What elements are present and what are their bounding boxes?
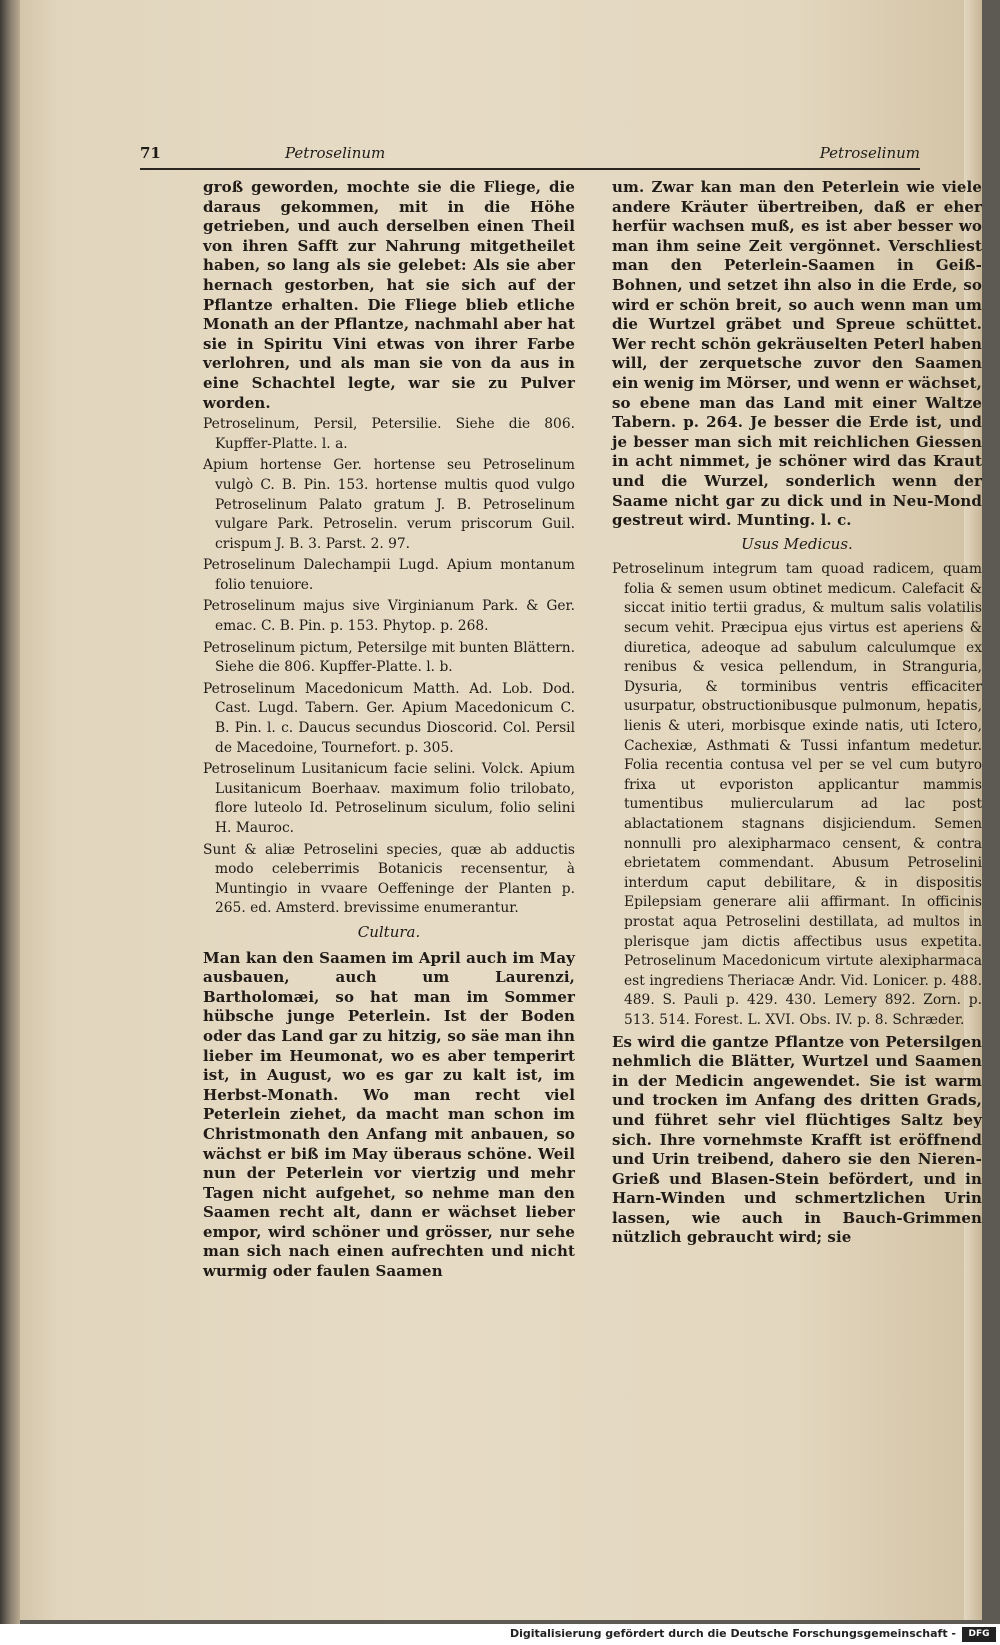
running-header bbox=[140, 142, 920, 170]
paragraph: Petroselinum Macedonicum Matth. Ad. Lob. Dod. Cast. Lugd. Tabern. Ger. Apium Macedonicum C. B. Pin. l. c. Daucus secundus Dioscorid. Col. Persil de Macedoine, Tournefort. p. 305. bbox=[203, 680, 575, 756]
header-title-right: Petroselinum bbox=[819, 144, 920, 162]
paragraph: Es wird die gantze Pflantze von Petersilgen nehmlich die Blätter, Wurtzel und Saamen in der Medicin angewendet. Sie ist warm und trocken im Anfang des dritten Grads, und führet sehr viel flüchtiges Saltz bey sich. Ihre vornehmste Krafft ist eröffnend und Urin treibend, dahero sie den Nieren-Grieß und Blasen-Stein befördert, und in Harn-Winden und schmertzlichen Urin lassen, wie auch in Bauch-Grimmen nützlich gebraucht wird; sie bbox=[612, 1032, 982, 1247]
paragraph: Man kan den Saamen im April auch im May ausbauen, auch um Laurenzi, Bartholomæi, so hat man im Sommer hübsche junge Peterlein. Ist der Boden oder das Land gar zu hitzig, so säe man ihn lieber im Heumonat, wo es aber temperirt ist, in August, wo es gar zu kalt ist, im Herbst-Monath. Wo man recht viel Peterlein ziehet, da macht man schon im Christmonath den Anfang mit anbauen, so wächst er biß im May überaus schöne. Weil nun der Peterlein vor viertzig und mehr Tagen nicht aufgehet, so nehme man den Saamen recht alt, dann er wächset lieber empor, wird schöner und grösser, nur sehe man sich nach einen aufrechten und nicht wurmig oder faulen Saamen bbox=[203, 948, 575, 1281]
page-number: 71 bbox=[140, 144, 161, 162]
paragraph: groß geworden, mochte sie die Fliege, die daraus gekommen, mit in die Höhe getrieben, und auch derselben einen Theil von ihren Safft zur Nahrung mitgetheilet haben, so lang als sie gelebet: Als sie aber hernach gestorben, hat sie sich auf der Pflantze erhalten. Die Fliege blieb etliche Monath an der Pflantze, nachmahl aber hat sie in Spiritu Vini etwas von ihrer Farbe verlohren, und als man sie von da aus in eine Schachtel legte, war sie zu Pulver worden. bbox=[203, 178, 575, 412]
section-heading: Cultura. bbox=[357, 922, 421, 941]
paragraph: Apium hortense Ger. hortense seu Petroselinum vulgò C. B. Pin. 153. hortense multis quod vulgo Petroselinum Palato gratum J. B. Petroselinum vulgare Park. Petroselin. verum priscorum Guil. crispum J. B. 3. Parst. 2. 97. bbox=[203, 457, 575, 552]
paragraph: Petroselinum Dalechampii Lugd. Apium montanum folio tenuiore. bbox=[203, 557, 575, 593]
dfg-logo: DFG bbox=[962, 1627, 996, 1642]
paragraph: Petroselinum pictum, Petersilge mit bunten Blättern. Siehe die 806. Kupffer-Platte. l. b. bbox=[203, 639, 575, 676]
paragraph: Petroselinum integrum tam quoad radicem, quam folia & semen usum obtinet medicum. Calefacit & siccat initio tertii gradus, & multum salis volatilis secum vehit. Præcipua ejus virtus est aperiens & diuretica, adeoque ad sabulum calculumque ex renibus & vesica pellendum, in Stranguria, Dysuria, & torminibus ventris efficaciter usurpatur, obstructionibusque pulmonum, hepatis, lienis & uteri, morbisque exinde natis, uti Ictero, Cachexiæ, Asthmati & Tussi infantum medetur. Folia recentia contusa vel per se vel cum butyro frixa ut evporiston applicantur mammis tumentibus muliercularum ad lac post ablactationem stagnans disjiciendum. Semen nonnulli pro alexipharmaco censent, & contra ebrietatem commendant. Abusum Petroselini interdum caput debilitare, & in dispositis Epilepsiam generare alii affirmant. In officinis prostat aqua Petroselini destillata, ad multos in plerisque jam dictis affectibus usus expetita. Petroselinum Macedonicum virtute alexipharmaca est ingrediens Theriacæ Andr. Vid. Lonicer. p. 488. 489. S. Pauli p. 429. 430. Lemery 892. Zorn. p. 513. 514. Forest. L. XVI. Obs. IV. p. 8. Schræder. bbox=[612, 561, 982, 1028]
paragraph: Petroselinum majus sive Virginianum Park. & Ger. emac. C. B. Pin. p. 153. Phytop. p. 268. bbox=[203, 598, 575, 635]
footer-credit: Digitalisierung gefördert durch die Deutsche Forschungsgemeinschaft - bbox=[509, 1627, 956, 1640]
section-heading: Usus Medicus. bbox=[741, 534, 853, 553]
digitization-footer bbox=[0, 1624, 1000, 1645]
paragraph: Petroselinum Lusitanicum facie selini. Volck. Apium Lusitanicum Boerhaav. maximum folio trilobato, flore luteolo Id. Petroselinum siculum, folio selini H. Mauroc. bbox=[203, 761, 575, 836]
left-column bbox=[203, 178, 575, 1284]
paragraph: Petroselinum, Persil, Petersilie. Siehe die 806. Kupffer-Platte. l. a. bbox=[203, 416, 575, 452]
right-column bbox=[612, 178, 982, 1250]
paragraph: Sunt & aliæ Petroselini species, quæ ab adductis modo celeberrimis Botanicis recensentur, à Muntingio in vvaare Oeffeninge der Planten p. 265. ed. Amsterd. brevissime enumerantur. bbox=[203, 841, 575, 917]
book-binding bbox=[0, 0, 20, 1645]
header-title-left: Petroselinum bbox=[285, 144, 386, 162]
paragraph: um. Zwar kan man den Peterlein wie viele andere Kräuter übertreiben, daß er eher herfür wachsen muß, es ist aber besser wo man ihm seine Zeit vergönnet. Verschliest man den Peterlein-Saamen in Geiß-Bohnen, und setzet ihn also in die Erde, so wird er schön breit, so auch wenn man um die Wurtzel gräbet und Spreue schüttet. Wer recht schön gekräuselten Peterl haben will, der zerquetsche zuvor den Saamen ein wenig im Mörser, und wenn er wächset, so ebene man das Land mit einer Waltze Tabern. p. 264. Je besser die Erde ist, und je besser man sich mit reichlichen Giessen in acht nimmet, je schöner wird das Kraut und die Wurzel, sonderlich wenn der Saame nicht gar zu dick und in Neu-Mond gestreut wird. Munting. l. c. bbox=[612, 178, 982, 530]
